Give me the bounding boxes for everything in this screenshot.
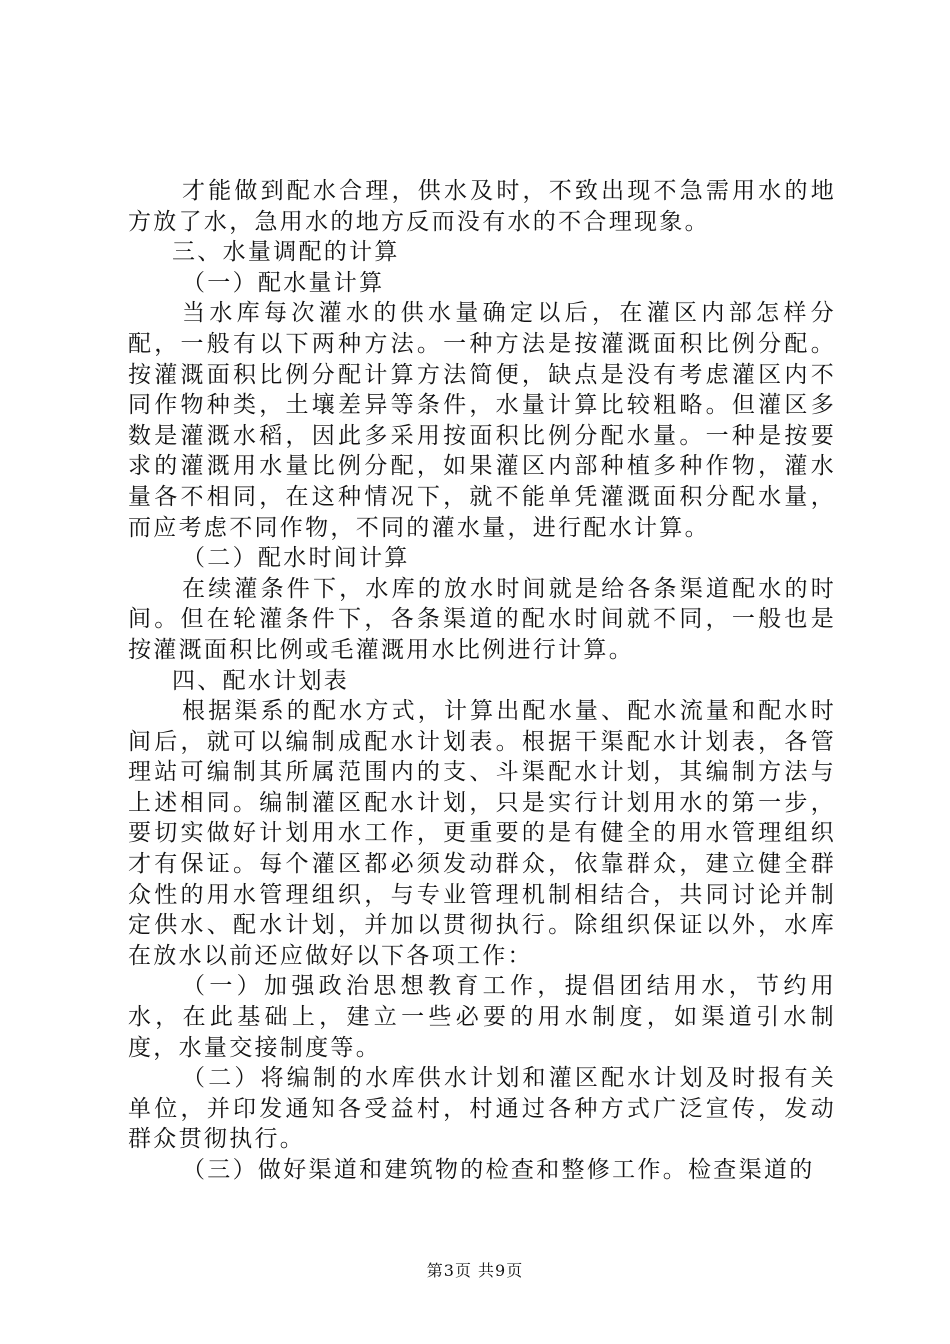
paragraph-water-time: 在续灌条件下，水库的放水时间就是给各条渠道配水的时间。但在轮灌条件下，各条渠道的配水时间就不同，一般也是按灌溉面积比例或毛灌溉用水比例进行计算。 <box>128 575 836 663</box>
paragraph-item-2: （二）将编制的水库供水计划和灌区配水计划及时报有关单位，并印发通知各受益村，村通过各种方式广泛宣传，发动群众贯彻执行。 <box>128 1065 836 1153</box>
section-heading-4: 四、配水计划表 <box>172 667 350 694</box>
subsection-heading-water-time: （二）配水时间计算 <box>182 545 410 572</box>
section-heading-3: 三、水量调配的计算 <box>172 239 400 266</box>
paragraph-plan-table: 根据渠系的配水方式，计算出配水量、配水流量和配水时间后，就可以编制成配水计划表。根据干渠配水计划表，各管理站可编制其所属范围内的支、斗渠配水计划，其编制方法与上述相同。编制灌区配水计划，只是实行计划用水的第一步，要切实做好计划用水工作，更重要的是有健全的用水管理组织才有保证。每个灌区都必须发动群众，依靠群众，建立健全群众性的用水管理组织，与专业管理机制相结合，共同讨论并制定供水、配水计划，并加以贯彻执行。除组织保证以外，水库在放水以前还应做好以下各项工作： <box>128 698 836 969</box>
page-number-footer: 第3页 共9页 <box>426 1261 524 1280</box>
paragraph-water-amount: 当水库每次灌水的供水量确定以后，在灌区内部怎样分配，一般有以下两种方法。一种方法是按灌溉面积比例分配。按灌溉面积比例分配计算方法简便，缺点是没有考虑灌区内不同作物种类，土壤差异等条件，水量计算比较粗略。但灌区多数是灌溉水稻，因此多采用按面积比例分配水量。一种是按要求的灌溉用水量比例分配，如果灌区内部种植多种作物，灌水量各不相同，在这种情况下，就不能单凭灌溉面积分配水量，而应考虑不同作物，不同的灌水量，进行配水计算。 <box>128 300 836 541</box>
subsection-heading-water-amount: （一）配水量计算 <box>182 269 385 296</box>
paragraph-item-3: （三）做好渠道和建筑物的检查和整修工作。检查渠道的 <box>182 1157 815 1183</box>
paragraph-item-1: （一）加强政治思想教育工作，提倡团结用水，节约用水，在此基础上，建立一些必要的用水制度，如渠道引水制度，水量交接制度等。 <box>128 973 836 1061</box>
paragraph-1: 才能做到配水合理，供水及时，不致出现不急需用水的地方放了水，急用水的地方反而没有水的不合理现象。 <box>128 178 836 235</box>
document-body <box>128 176 836 1186</box>
